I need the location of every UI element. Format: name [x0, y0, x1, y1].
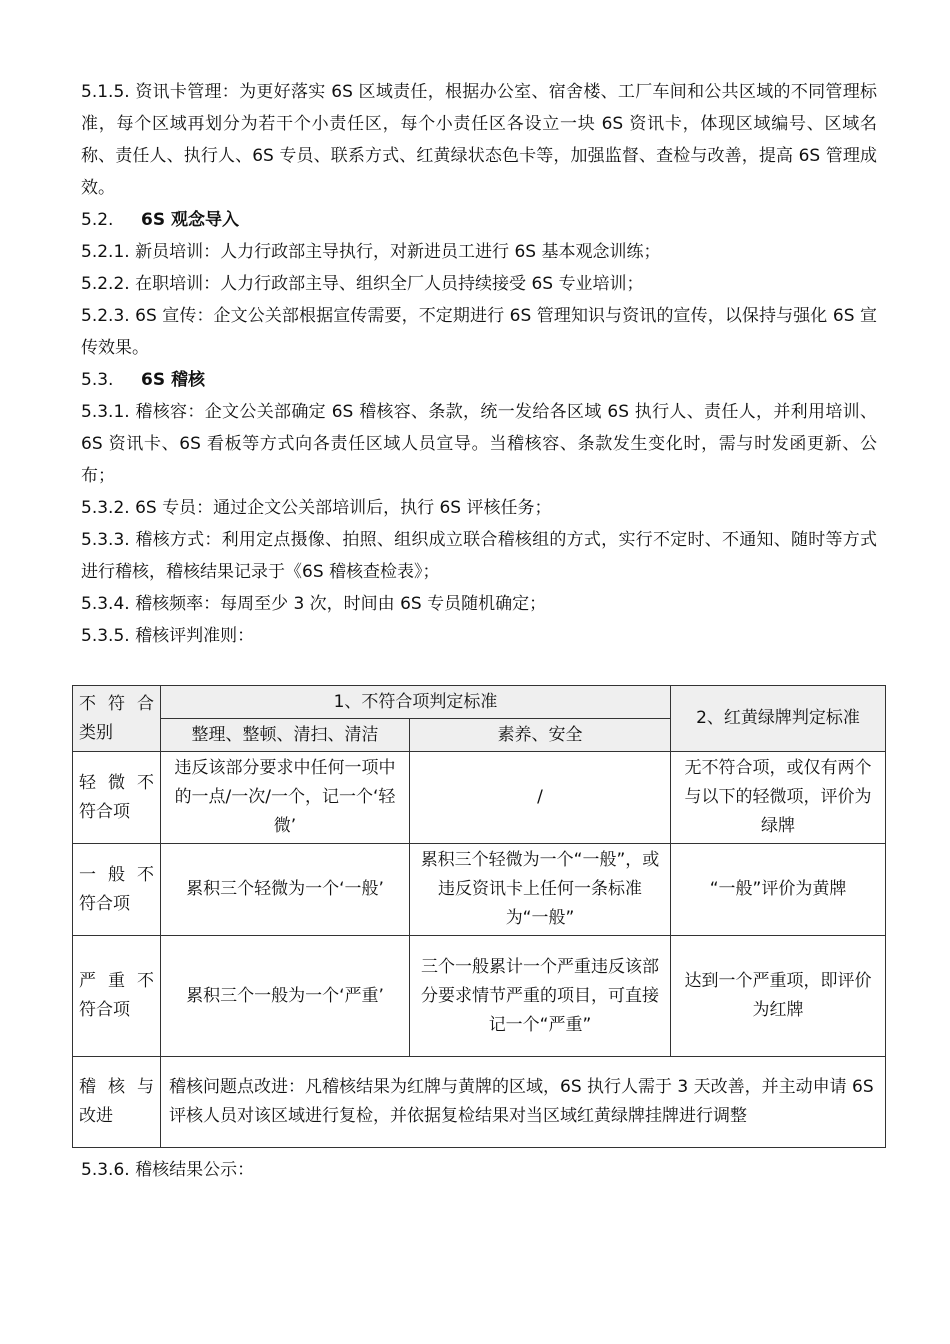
row-category-line2: 符合项: [79, 893, 130, 914]
row-cell-safety: 三个一般累计一个严重违反该部分要求情节严重的项目，可直接记一个“严重”: [410, 936, 671, 1057]
paragraph-5-3-4: 5.3.4. 稽核频率：每周至少 3 次，时间由 6S 专员随机确定；: [81, 594, 547, 614]
paragraph-5-3-6: 5.3.6. 稽核结果公示：: [81, 1160, 255, 1180]
row-cell-safety: 累积三个轻微为一个“一般”，或违反资讯卡上任何一条标准为“一般”: [410, 844, 671, 936]
heading-number: 5.3.: [81, 370, 114, 390]
paragraph-5-1-5: 5.1.5. 资讯卡管理：为更好落实 6S 区域责任，根据办公室、宿舍楼、工厂车间和公共区域的不同管理标准，每个区域再划分为若干个小责任区，每个小责任区各设立一块 6S 资讯卡，体现区域编号、区域名称、责任人、执行人、6S 专员、联系方式、红黄绿状态色卡等，加强监督、查检与改善，提高 6S 管理成效。: [81, 82, 877, 198]
heading-title: 6S 稽核: [141, 370, 205, 390]
heading-title: 6S 观念导入: [141, 210, 239, 230]
heading-5-3: [81, 364, 877, 396]
row-category: [73, 936, 161, 1057]
paragraph-5-2-3: 5.2.3. 6S 宣传：企文公关部根据宣传需要，不定期进行 6S 管理知识与资讯的宣传，以保持与强化 6S 宣传效果。: [81, 306, 877, 358]
paragraph-5-2-2: 5.2.2. 在职培训：人力行政部主导、组织全厂人员持续接受 6S 专业培训；: [81, 274, 644, 294]
heading-5-2: [81, 204, 877, 236]
table-row-severe: [73, 936, 886, 1057]
header-category-line2: 类别: [79, 722, 113, 743]
table-row-minor: [73, 752, 886, 844]
header-sub-discipline-safety: 素养、安全: [410, 719, 671, 752]
row-improvement-text: 稽核问题点改进：凡稽核结果为红牌与黄牌的区域，6S 执行人需于 3 天改善，并主动申请 6S 评核人员对该区域进行复检，并依据复检结果对当区域红黄绿牌挂牌进行调整: [161, 1057, 886, 1148]
audit-criteria-table: [72, 685, 886, 1148]
header-sub-sort-clean: 整理、整顿、清扫、清洁: [161, 719, 410, 752]
row-category-line1: 稽 核 与: [79, 1077, 154, 1097]
paragraph-5-2-1: 5.2.1. 新员培训：人力行政部主导执行，对新进员工进行 6S 基本观念训练；: [81, 242, 661, 262]
paragraph-5-3-5: 5.3.5. 稽核评判准则：: [81, 626, 255, 646]
header-nonconformity-standard: 1、不符合项判定标准: [161, 686, 671, 719]
row-cell-5s: 违反该部分要求中任何一项中的一点/一次/一个，记一个‘轻微’: [161, 752, 410, 844]
row-category: [73, 844, 161, 936]
row-category-line2: 符合项: [79, 801, 130, 822]
row-category-line2: 符合项: [79, 1000, 130, 1020]
table-row-improvement: [73, 1057, 886, 1148]
row-category: [73, 752, 161, 844]
row-cell-card: 达到一个严重项，即评价为红牌: [671, 936, 886, 1057]
row-category-line2: 改进: [79, 1106, 113, 1126]
row-cell-5s: 累积三个一般为一个‘严重’: [161, 936, 410, 1057]
heading-number: 5.2.: [81, 210, 114, 230]
paragraph-5-3-1: 5.3.1. 稽核容：企文公关部确定 6S 稽核容、条款，统一发给各区域 6S 执行人、责任人，并利用培训、6S 资讯卡、6S 看板等方式向各责任区域人员宣导。当稽核容、条款发生变化时，需与时发函更新、公布；: [81, 402, 877, 486]
header-card-standard: 2、红黄绿牌判定标准: [671, 686, 886, 752]
row-category-line1: 严 重 不: [79, 971, 154, 991]
table-row-general: [73, 844, 886, 936]
document-body: [81, 76, 877, 652]
paragraph-5-3-2: 5.3.2. 6S 专员：通过企文公关部培训后，执行 6S 评核任务；: [81, 498, 552, 518]
row-category-line1: 轻 微 不: [79, 772, 154, 793]
header-category: [73, 686, 161, 752]
row-cell-card: 无不符合项，或仅有两个与以下的轻微项，评价为绿牌: [671, 752, 886, 844]
header-category-line1: 不 符 合: [79, 693, 154, 714]
row-category: [73, 1057, 161, 1148]
row-cell-card: “一般”评价为黄牌: [671, 844, 886, 936]
row-cell-safety: /: [410, 752, 671, 844]
paragraph-5-3-3: 5.3.3. 稽核方式：利用定点摄像、拍照、组织成立联合稽核组的方式，实行不定时、不通知、随时等方式进行稽核，稽核结果记录于《6S 稽核查检表》；: [81, 530, 877, 582]
row-category-line1: 一 般 不: [79, 864, 154, 885]
row-cell-5s: 累积三个轻微为一个‘一般’: [161, 844, 410, 936]
